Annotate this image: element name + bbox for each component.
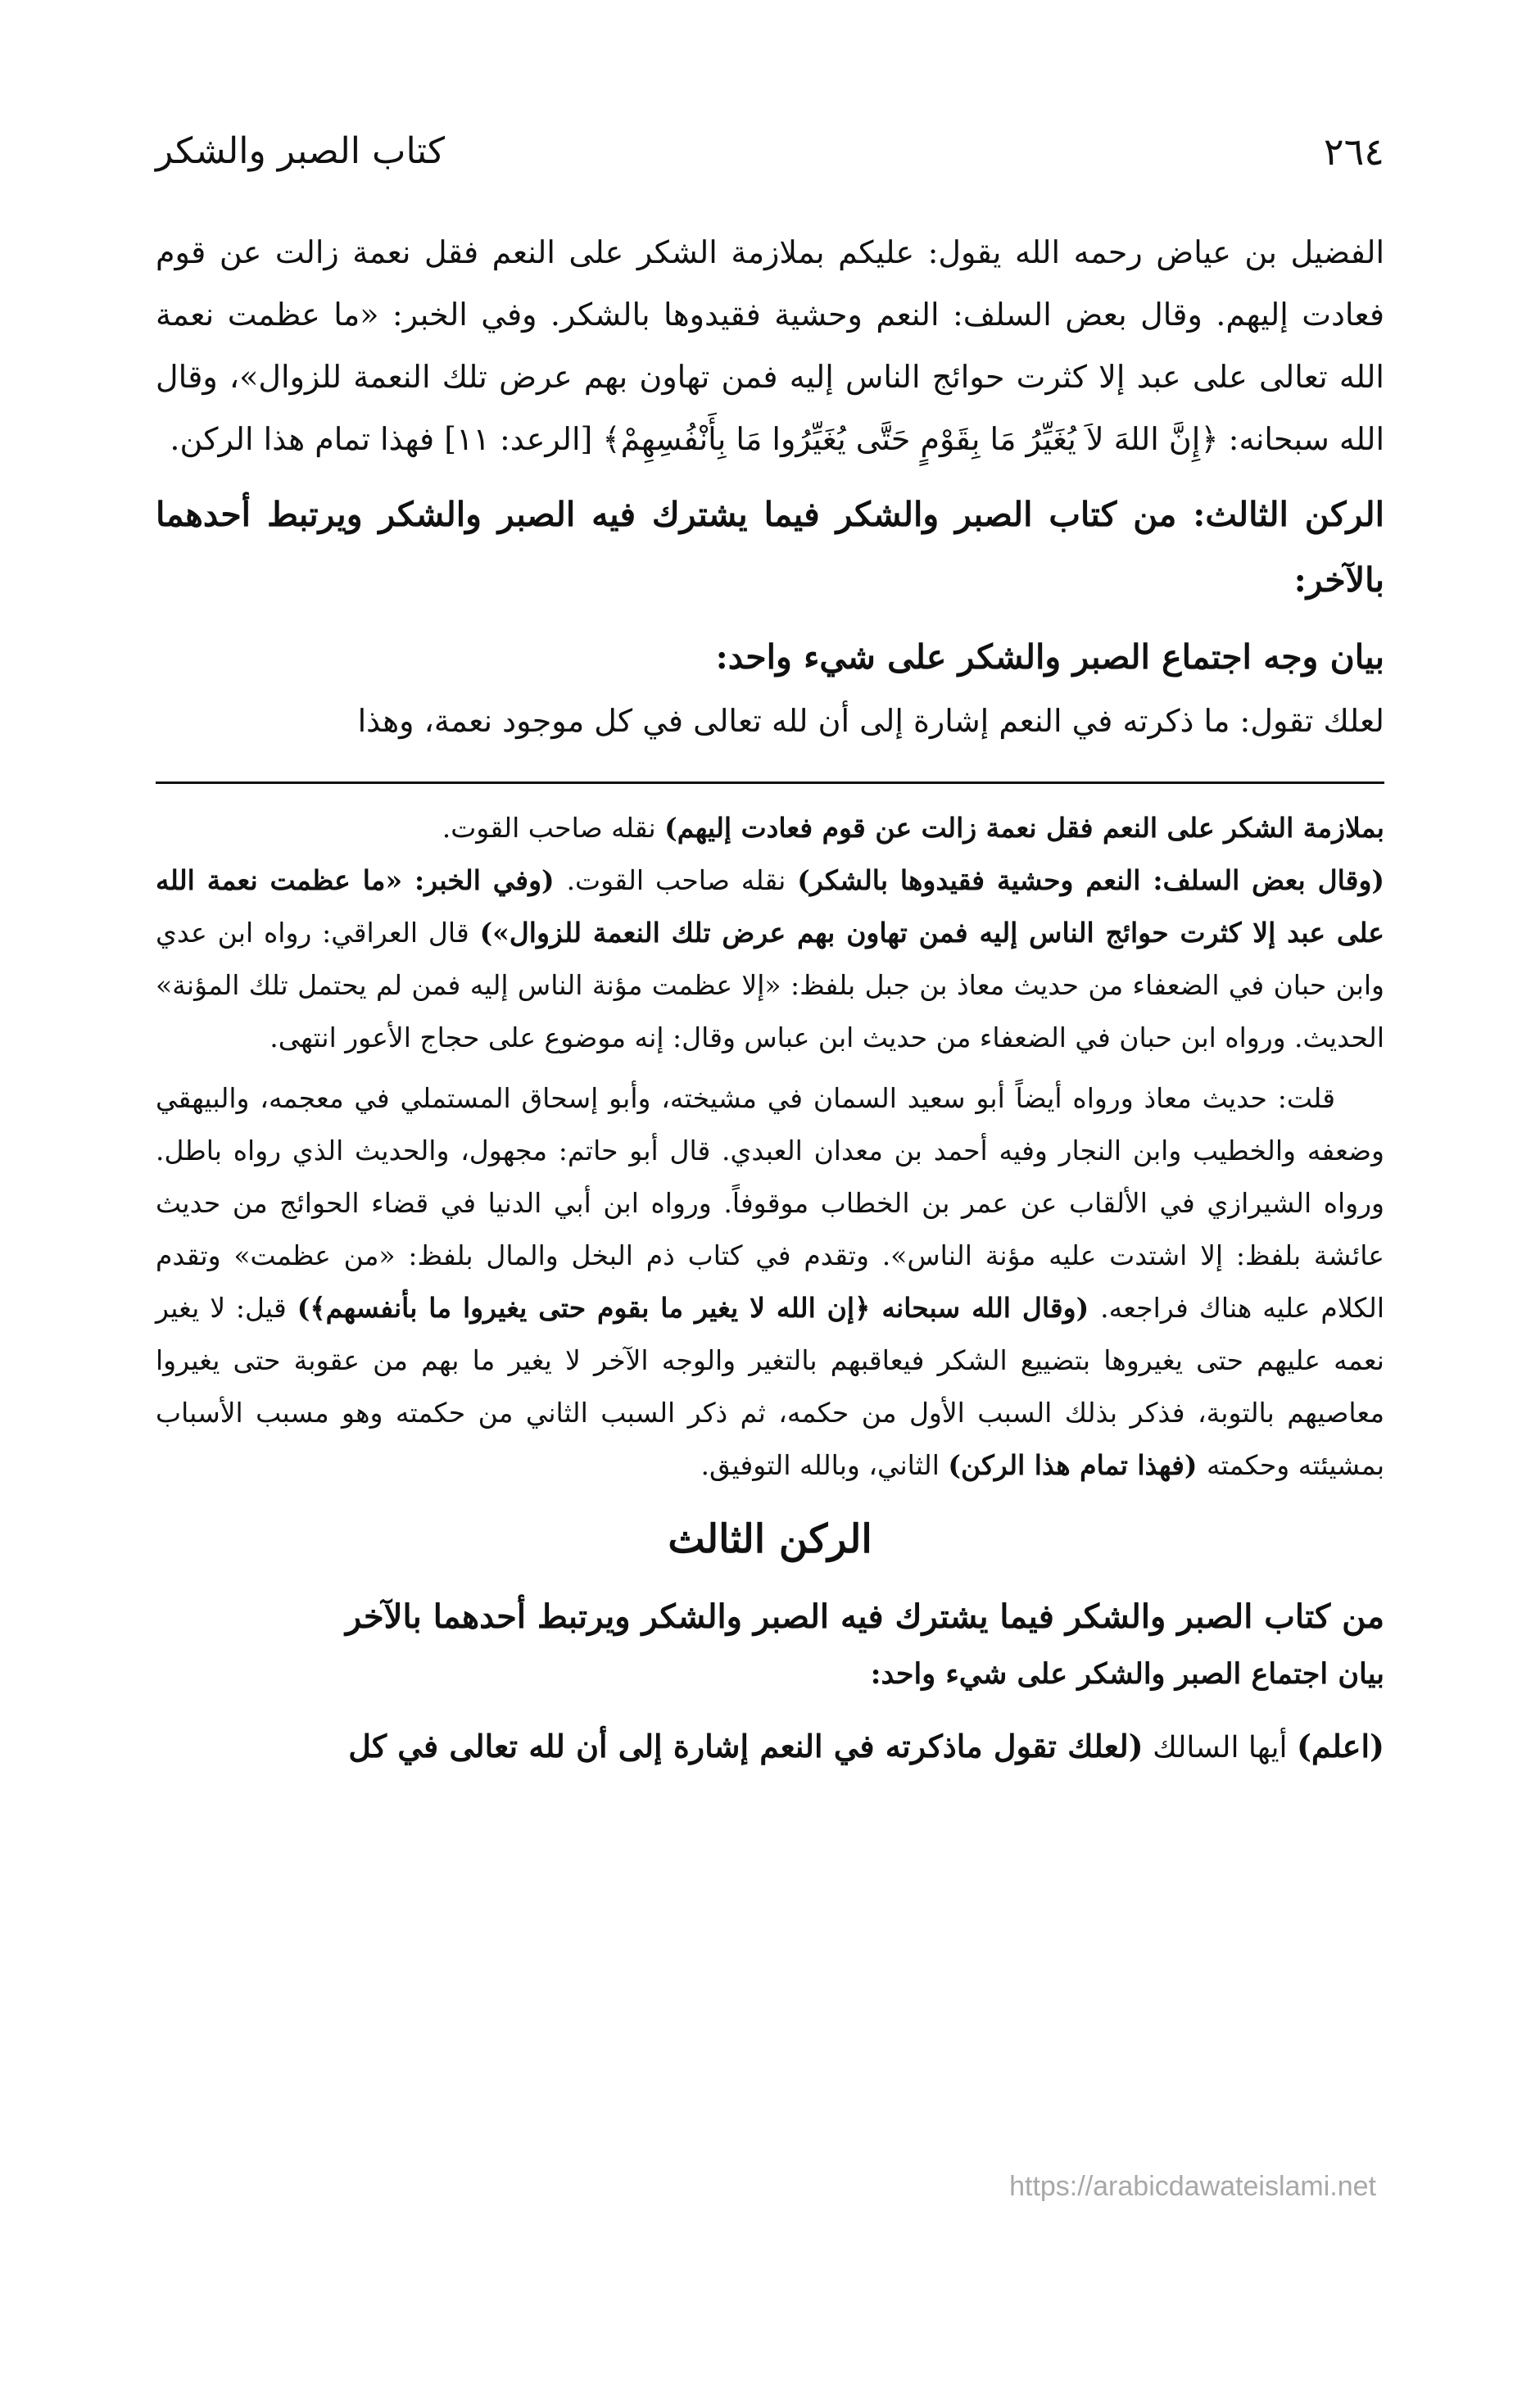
note-text: الثاني، وبالله التوفيق. (700, 1449, 949, 1481)
page (156, 123, 1384, 1808)
commentary-note-4 (156, 1072, 1384, 1492)
note-text: أيها السالك (1143, 1731, 1297, 1765)
main-paragraph-1: الفضيل بن عياض رحمه الله يقول: عليكم بملازمة الشكر على النعم فقل نعمة زالت عن قوم فعادت إليهم. وقال بعض السلف: النعم وحشية فقيدوها بالشكر. وفي الخبر: «ما عظمت نعمة الله تعالى على عبد إلا كثرت حوائج الناس إليه فمن تهاون بهم عرض تلك النعمة للزوال»، وقال الله سبحانه: ﴿إِنَّ اللهَ لاَ يُغَيِّرُ مَا بِقَوْمٍ حَتَّى يُغَيِّرُوا مَا بِأَنْفُسِهِمْ﴾ [الرعد: ١١] فهذا تمام هذا الركن. (156, 234, 1384, 457)
running-title: كتاب الصبر والشكر (156, 130, 446, 172)
quoted-text: (فهذا تمام هذا الركن) (948, 1449, 1207, 1481)
note-text: قيل: لا يغير نعمه عليهم حتى يغيروها بتضييع الشكر فيعاقبهم بالتغير والوجه الآخر لا يغير ما بهم من عقوبة حتى يغيروا معاصيهم بالتوبة، فذكر بذلك السبب الأول من حكمه، ثم ذكر السبب الثاني من حكمته وهو مسبب الأسباب بمشيئته وحكمته (156, 1292, 1384, 1481)
note-text: قلت: حديث معاذ ورواه أيضاً أبو سعيد السمان في مشيخته، وأبو إسحاق المستملي في معجمه، والبيهقي وضعفه والخطيب وابن النجار وفيه أحمد بن معدان العبدي. قال أبو حاتم: مجهول، والحديث الذي رواه باطل. ورواه الشيرازي في الألقاب عن عمر بن الخطاب موقوفاً. ورواه ابن أبي الدنيا في قضاء الحوائج من حديث عائشة بلفظ: إلا اشتدت عليه مؤنة الناس». وتقدم في كتاب ذم البخل والمال بلفظ: «من عظمت» وتقدم الكلام عليه هناك فراجعه. (156, 1082, 1384, 1324)
commentary (156, 802, 1384, 1492)
section-title: الركن الثالث (668, 1516, 872, 1562)
footnote-divider (156, 781, 1384, 784)
quoted-text: (وقال بعض السلف: النعم وحشية فقيدوها بالشكر) (797, 864, 1384, 896)
quoted-text: بملازمة الشكر على النعم فقل نعمة زالت عن قوم فعادت إليهم) (664, 812, 1384, 844)
commentary-note-2 (156, 854, 1384, 1064)
note-text: قال العراقي: رواه ابن عدي وابن حبان في الضعفاء من حديث معاذ بن جبل بلفظ: «إلا عظمت مؤنة الناس إليه فمن لم يحتمل تلك المؤنة» الحديث. ورواه ابن حبان في الضعفاء من حديث ابن عباس وقال: إنه موضوع على حجاج الأعور انتهى. (156, 917, 1384, 1053)
quoted-text: (اعلم) (1296, 1728, 1384, 1765)
main-heading-bayan: بيان وجه اجتماع الصبر والشكر على شيء واحد: (715, 637, 1384, 677)
quoted-text: (وقال الله سبحانه ﴿إن الله لا يغير ما بقوم حتى يغيروا ما بأنفسهم﴾) (297, 1292, 1101, 1324)
main-heading-rukn-3: الركن الثالث: من كتاب الصبر والشكر فيما يشترك فيه الصبر والشكر ويرتبط أحدهما بالآخر: (156, 495, 1384, 600)
page-header (156, 123, 1384, 197)
watermark-url: https://arabicdawateislami.net (1009, 2171, 1376, 2202)
quoted-text: (لعلك تقول ماذكرته في النعم إشارة إلى أن لله تعالى في كل (348, 1728, 1144, 1765)
main-paragraph-2: لعلك تقول: ما ذكرته في النعم إشارة إلى أن لله تعالى في كل موجود نعمة، وهذا (357, 703, 1384, 739)
section-first-line (156, 1716, 1384, 1778)
note-text: نقله صاحب القوت. (442, 812, 665, 844)
section-subtitle: من كتاب الصبر والشكر فيما يشترك فيه الصبر والشكر ويرتبط أحدهما بالآخر (345, 1597, 1384, 1636)
commentary-note-1 (156, 802, 1384, 854)
page-number: ٢٦٤ (1323, 129, 1384, 174)
quoted-text: (وفي الخبر: «ما عظمت نعمة الله على عبد إلا كثرت حوائج الناس إليه فمن تهاون بهم عرض تلك النعمة للزوال») (156, 864, 1384, 949)
note-text: نقله صاحب القوت. (566, 864, 798, 896)
section-subheading: بيان اجتماع الصبر والشكر على شيء واحد: (870, 1657, 1384, 1691)
